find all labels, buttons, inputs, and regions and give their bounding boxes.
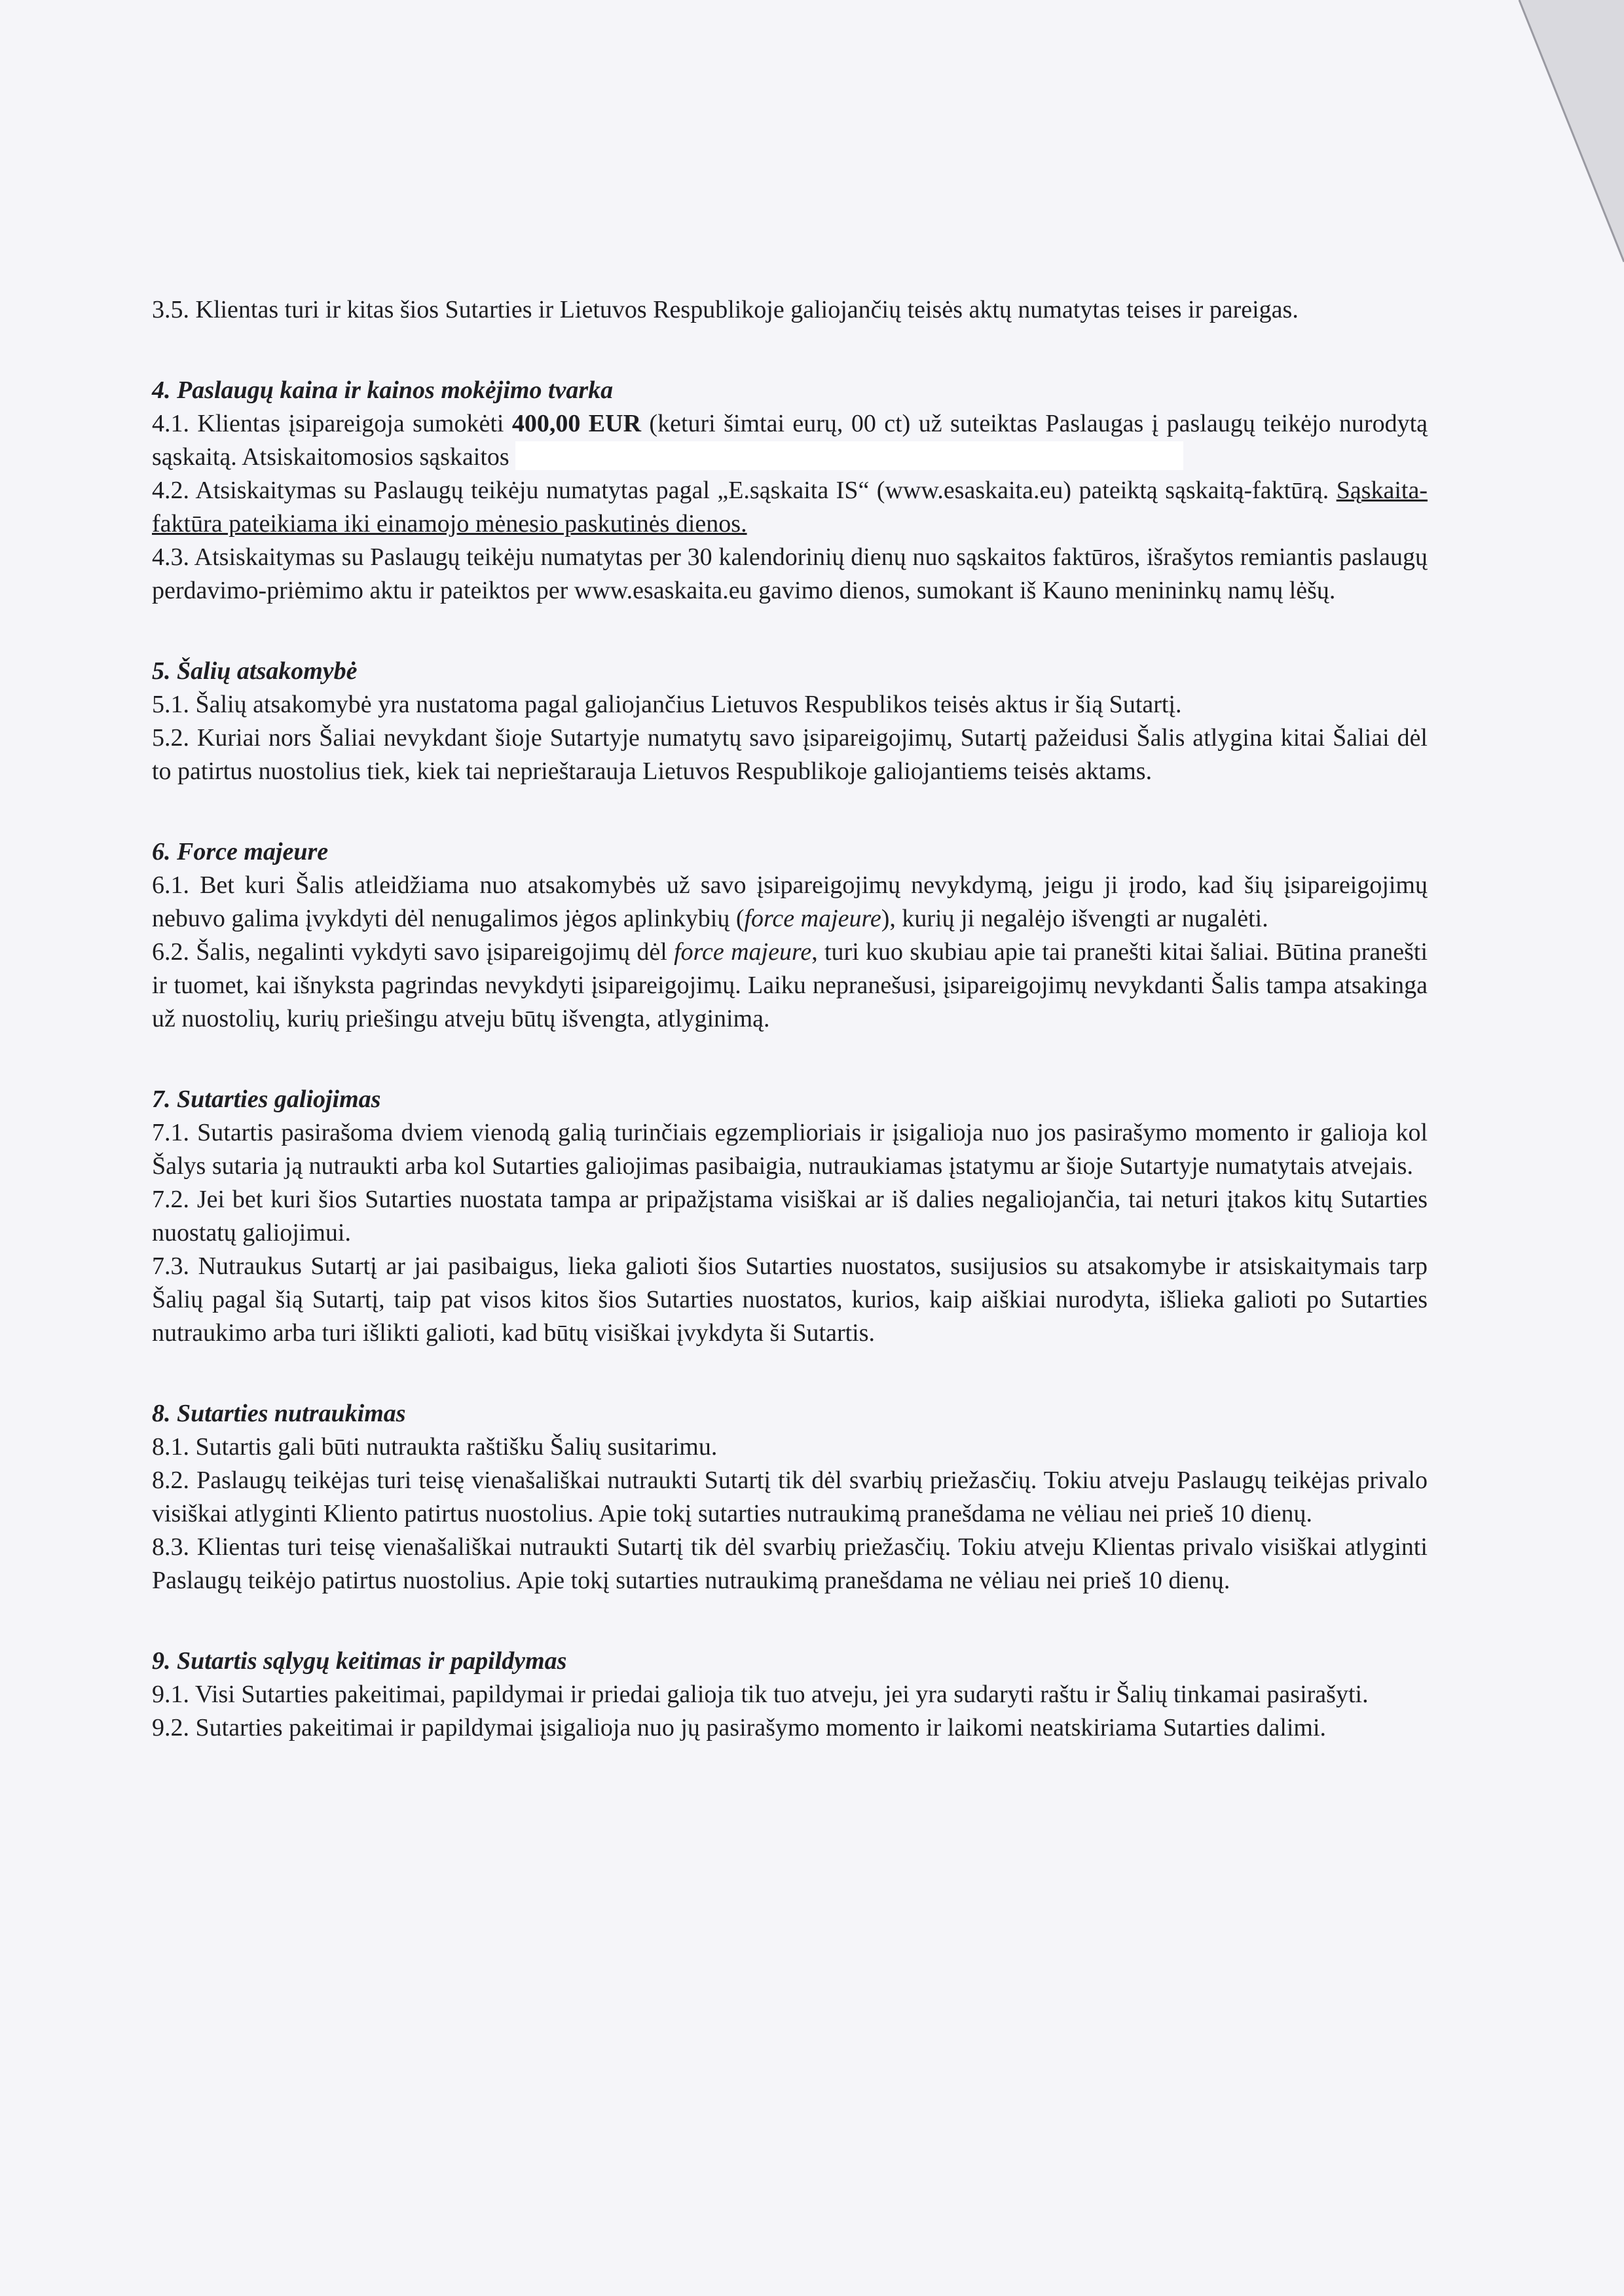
contract-page [152, 293, 1428, 1745]
clause-paragraph [152, 541, 1428, 608]
italic-term: force majeure [674, 938, 812, 966]
clause-paragraph [152, 1464, 1428, 1531]
clause-text: 9.2. Sutarties pakeitimai ir papildymai įsigalioja nuo jų pasirašymo momento ir laikomi neatskiriama Sutarties dalimi. [152, 1714, 1327, 1741]
page-corner-fold [1480, 0, 1624, 275]
clause-text: 4.1. Klientas įsipareigoja sumokėti [152, 410, 512, 437]
section-2 [152, 655, 1428, 788]
section-heading: 8. Sutarties nutraukimas [152, 1400, 406, 1427]
clause-text: 9.1. Visi Sutarties pakeitimai, papildymai ir priedai galioja tik tuo atveju, jei yra sudaryti raštu ir Šalių tinkamai pasirašyti. [152, 1681, 1369, 1708]
clause-text: 6.1. Bet kuri Šalis atleidžiama nuo atsakomybės už savo įsipareigojimų nevykdymą, jeigu ji įrodo, kad šių įsipareigojimų nebuvo galima įvykdyti dėl nenugalimos jėgos aplinkybių ( [152, 871, 1428, 932]
clause-paragraph [152, 721, 1428, 788]
section-heading: 6. Force majeure [152, 838, 329, 866]
section-4 [152, 1083, 1428, 1350]
clause-paragraph [152, 869, 1428, 936]
clause-text: 7.1. Sutartis pasirašoma dviem vienodą galią turinčiais egzemplioriais ir įsigalioja nuo jos pasirašymo momento ir galioja kol Šalys sutaria ją nutraukti arba kol Sutarties galiojimas pasibaigia, nutraukiamas įstatymu ar šioje Sutartyje numatytais atvejais. [152, 1119, 1428, 1180]
section-5 [152, 1397, 1428, 1597]
clause-paragraph [152, 1678, 1428, 1711]
section-0 [152, 293, 1428, 327]
clause-paragraph [152, 1116, 1428, 1183]
clause-text: , turi kuo skubiau apie tai pranešti kitai šaliai. Būtina pranešti ir tuomet, kai išnyksta pagrindas nevykdyti įsipareigojimų. Laiku nepranešusi, įsipareigojimų nevykdanti Šalis tampa atsakinga už nuostolių, kurių priešingu atveju būtų išvengta, atlyginimą. [152, 938, 1428, 1032]
clause-text: 4.3. Atsiskaitymas su Paslaugų teikėju numatytas per 30 kalendorinių dienų nuo sąskaitos faktūros, išrašytos remiantis paslaugų perdavimo-priėmimo aktu ir pateiktos per www.esaskaita.eu gavimo dienos, sumokant iš Kauno menininkų namų lėšų. [152, 543, 1428, 604]
clause-text: 8.1. Sutartis gali būti nutraukta raštišku Šalių susitarimu. [152, 1433, 718, 1461]
clause-paragraph [152, 1430, 1428, 1464]
clause-paragraph [152, 407, 1428, 474]
clause-text: 8.3. Klientas turi teisę vienašališkai nutraukti Sutartį tik dėl svarbių priežasčių. Tokiu atveju Klientas privalo visiškai atlyginti Paslaugų teikėjo patirtus nuostolius. Apie tokį sutarties nutraukimą pranešdama ne vėliau nei prieš 10 dienų. [152, 1533, 1428, 1594]
clause-paragraph [152, 688, 1428, 721]
clause-text: 4.2. Atsiskaitymas su Paslaugų teikėju numatytas pagal „E.sąskaita IS“ (www.esaskaita.eu) pateiktą sąskaitą-faktūrą. [152, 477, 1337, 504]
clause-paragraph [152, 936, 1428, 1036]
section-1 [152, 374, 1428, 608]
clause-text: 3.5. Klientas turi ir kitas šios Sutarties ir Lietuvos Respublikoje galiojančių teisės aktų numatytas teises ir pareigas. [152, 296, 1299, 323]
clause-text: ), kurių ji negalėjo išvengti ar nugalėti. [881, 905, 1268, 932]
clause-text: 5.2. Kuriai nors Šaliai nevykdant šioje Sutartyje numatytų savo įsipareigojimų, Sutartį pažeidusi Šalis atlygina kitai Šaliai dėl to patirtus nuostolius tiek, kiek tai neprieštarauja Lietuvos Respublikoje galiojantiems teisės aktams. [152, 724, 1428, 785]
clause-paragraph [152, 1531, 1428, 1597]
section-heading: 9. Sutartis sąlygų keitimas ir papildymas [152, 1647, 567, 1675]
clause-paragraph [152, 474, 1428, 541]
clause-text: 8.2. Paslaugų teikėjas turi teisę vienašališkai nutraukti Sutartį tik dėl svarbių priežasčių. Tokiu atveju Paslaugų teikėjas privalo visiškai atlyginti Kliento patirtus nuostolius. Apie tokį sutarties nutraukimą pranešdama ne vėliau nei prieš 10 dienų. [152, 1467, 1428, 1527]
clause-paragraph [152, 293, 1428, 327]
section-3 [152, 835, 1428, 1036]
clause-text: 6.2. Šalis, negalinti vykdyti savo įsipareigojimų dėl [152, 938, 674, 966]
italic-term: force majeure [744, 905, 881, 932]
section-6 [152, 1645, 1428, 1745]
section-heading: 5. Šalių atsakomybė [152, 657, 358, 685]
amount-bold: 400,00 EUR [511, 410, 642, 437]
redacted-account-number [515, 441, 1183, 470]
clause-text: 7.2. Jei bet kuri šios Sutarties nuostata tampa ar pripažįstama visiškai ar iš dalies negaliojančia, tai neturi įtakos kitų Sutarties nuostatų galiojimui. [152, 1186, 1428, 1247]
clause-text: 7.3. Nutraukus Sutartį ar jai pasibaigus, lieka galioti šios Sutarties nuostatos, susijusios su atsakomybe ir atsiskaitymais tarp Šalių pagal šią Sutartį, taip pat visos kitos šios Sutarties nuostatos, kurios, kaip aiškiai nurodyta, išlieka galioti po Sutarties nutraukimo arba turi išlikti galioti, kad būtų visiškai įvykdyta ši Sutartis. [152, 1252, 1428, 1347]
clause-paragraph [152, 1250, 1428, 1350]
clause-paragraph [152, 1711, 1428, 1745]
clause-text: (keturi šimtai eurų, 00 ct) už suteiktas Paslaugas į paslaugų teikėjo nurodytą sąskaitą. Atsiskaitomosios sąskaitos [152, 410, 1428, 471]
section-heading: 4. Paslaugų kaina ir kainos mokėjimo tvarka [152, 376, 614, 404]
section-heading: 7. Sutarties galiojimas [152, 1085, 381, 1113]
clause-paragraph [152, 1183, 1428, 1250]
underlined-text: Sąskaita-faktūra pateikiama iki einamojo mėnesio paskutinės dienos. [152, 477, 1428, 538]
clause-text: 5.1. Šalių atsakomybė yra nustatoma pagal galiojančius Lietuvos Respublikos teisės aktus ir šią Sutartį. [152, 691, 1182, 718]
